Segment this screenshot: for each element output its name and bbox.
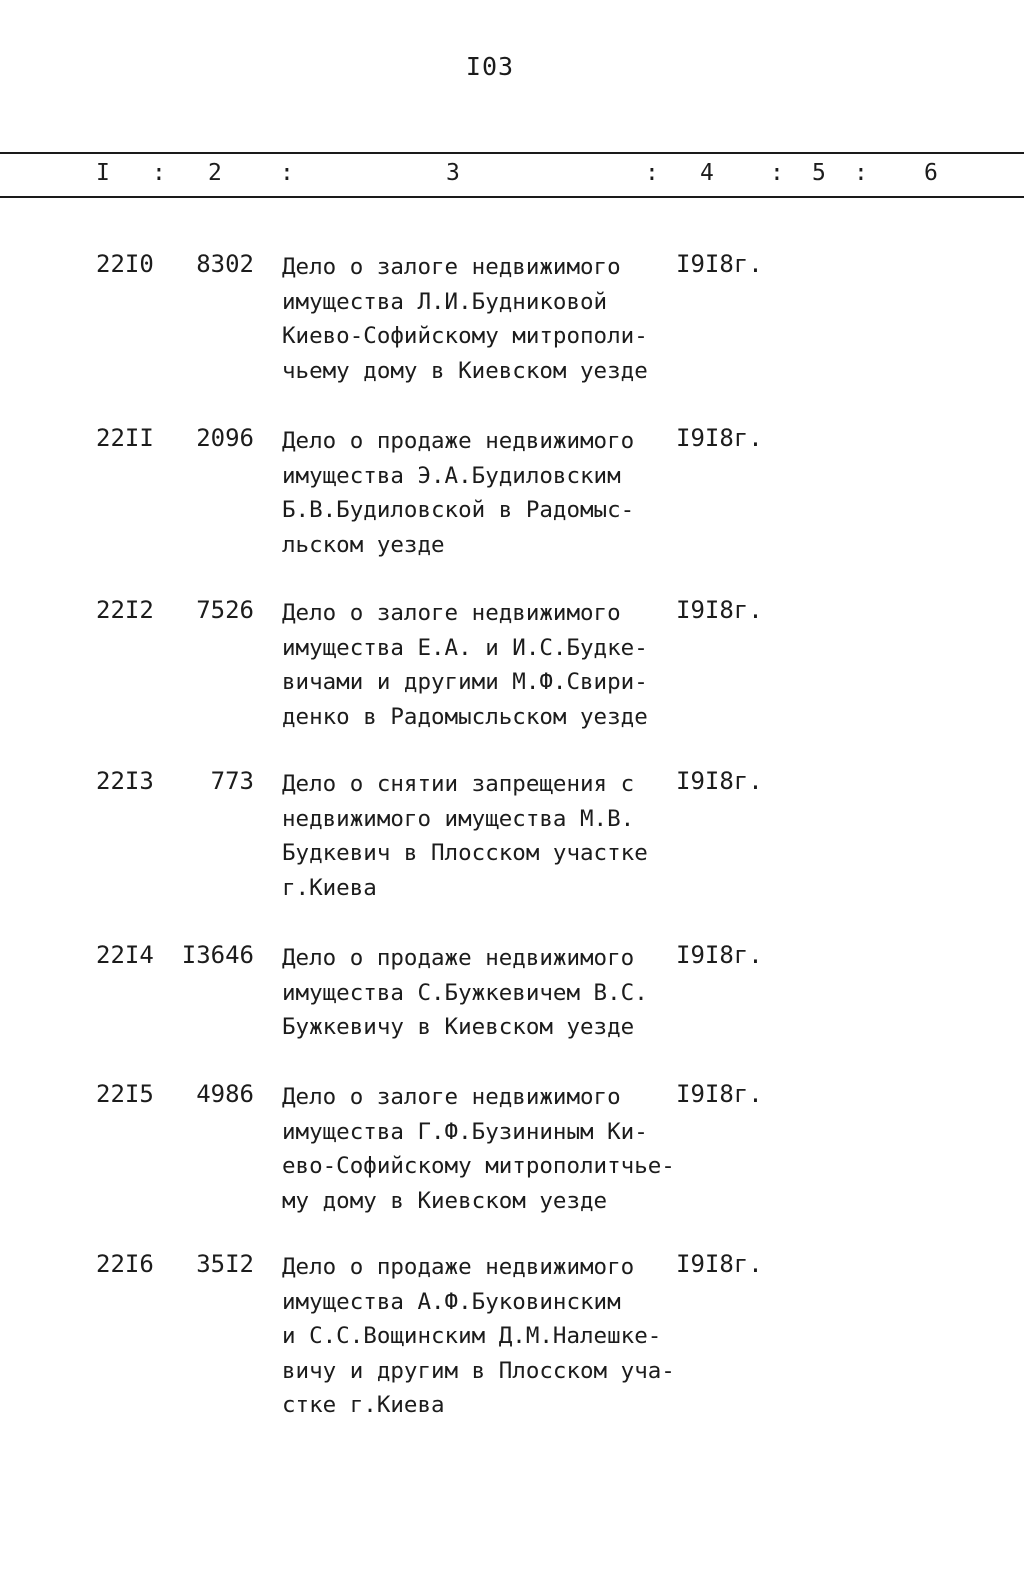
entry-fond: 35I2 xyxy=(196,1250,254,1278)
page-number: I03 xyxy=(465,52,515,81)
entry-number: 22I4 xyxy=(96,941,154,969)
entry-number: 22I5 xyxy=(96,1080,154,1108)
entry-title: Дело о продаже недвижимого имущества А.Ф.Буковинским и С.С.Вощинским Д.М.Налешке- вичу и другим в Плосском уча- стке г.Киева xyxy=(282,1254,675,1418)
entry-year: I9I8г. xyxy=(676,767,763,795)
column-separator: : xyxy=(854,160,868,186)
entry-fond: 7526 xyxy=(196,596,254,624)
entry-fond: 4986 xyxy=(196,1080,254,1108)
entry-year: I9I8г. xyxy=(676,596,763,624)
header-top-rule xyxy=(0,152,1024,154)
column-header-1: I xyxy=(96,160,110,186)
column-separator: : xyxy=(280,160,294,186)
column-header-3: 3 xyxy=(446,160,460,186)
column-header-6: 6 xyxy=(924,160,938,186)
entry-number: 22I6 xyxy=(96,1250,154,1278)
entry-title: Дело о продаже недвижимого имущества Э.А.Будиловским Б.В.Будиловской в Радомыс- льском уезде xyxy=(282,428,635,558)
entry-fond: 773 xyxy=(210,767,254,795)
column-header-5: 5 xyxy=(812,160,826,186)
entry-year: I9I8г. xyxy=(676,1250,763,1278)
entry-number: 22I3 xyxy=(96,767,154,795)
entry-fond: I3646 xyxy=(181,941,254,969)
entry-number: 22I0 xyxy=(96,250,154,278)
column-separator: : xyxy=(770,160,784,186)
entry-title: Дело о залоге недвижимого имущества Е.А. и И.С.Будке- вичами и другими М.Ф.Свири- денко в Радомысльском уезде xyxy=(282,600,648,730)
column-header-2: 2 xyxy=(208,160,222,186)
entry-number: 22II xyxy=(96,424,154,452)
entry-title: Дело о залоге недвижимого имущества Л.И.Будниковой Киево-Софийскому митрополи- чьему дому в Киевском уезде xyxy=(282,254,648,384)
entry-fond: 2096 xyxy=(196,424,254,452)
entry-title: Дело о продаже недвижимого имущества С.Бужкевичем В.С. Бужкевичу в Киевском уезде xyxy=(282,945,648,1040)
entry-title: Дело о залоге недвижимого имущества Г.Ф.Бузининым Ки- ево-Софийскому митрополитчье- му дому в Киевском уезде xyxy=(282,1084,675,1214)
column-header-4: 4 xyxy=(700,160,714,186)
entry-year: I9I8г. xyxy=(676,941,763,969)
entry-number: 22I2 xyxy=(96,596,154,624)
column-separator: : xyxy=(152,160,166,186)
entry-fond: 8302 xyxy=(196,250,254,278)
header-bottom-rule xyxy=(0,196,1024,198)
entry-title: Дело о снятии запрещения с недвижимого имущества М.В. Будкевич в Плосском участке г.Киева xyxy=(282,771,648,901)
entry-year: I9I8г. xyxy=(676,250,763,278)
entry-year: I9I8г. xyxy=(676,424,763,452)
entry-year: I9I8г. xyxy=(676,1080,763,1108)
column-separator: : xyxy=(645,160,659,186)
